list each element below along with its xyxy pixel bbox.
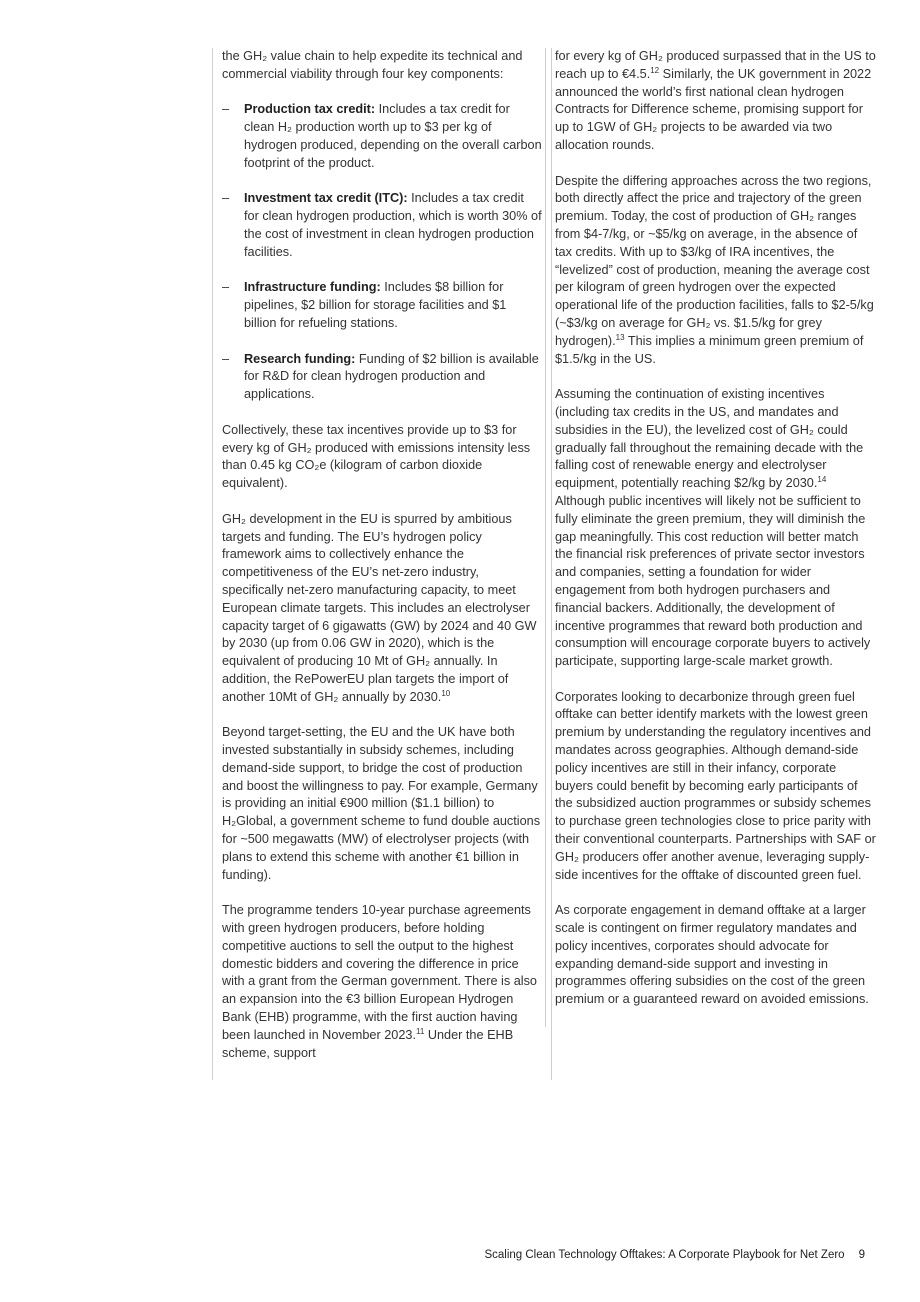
paragraph-continuation xyxy=(555,48,877,155)
paragraph-eu-text: GH₂ development in the EU is spurred by ambitious targets and funding. The EU’s hydrogen policy framework aims to collectively enhance the competitiveness of the EU’s net-zero industry, specifically net-zero manufacturing capacity, to meet European climate targets. This includes an electrolyser capacity target of 6 gigawatts (GW) by 2024 and 40 GW by 2030 (up from 0.06 GW in 2020), which is the equivalent of producing 10 Mt of GH₂ annually. In addition, the RePowerEU plan targets the import of another 10Mt of GH₂ annually by 2030. xyxy=(222,511,537,704)
paragraph-collectively: Collectively, these tax incentives provide up to $3 for every kg of GH₂ produced with emissions intensity less than 0.45 kg CO₂e (kilogram of carbon dioxide equivalent). xyxy=(222,422,531,491)
bullet-text: Includes a tax credit for clean hydrogen production, which is worth 30% of the cost of investment in clean hydrogen production facilities. xyxy=(244,191,542,259)
paragraph-eu xyxy=(222,511,542,707)
bullet-infrastructure-funding xyxy=(222,279,542,332)
bullet-label: Infrastructure funding: xyxy=(244,280,381,295)
paragraph-continuation-text: for every kg of GH₂ produced surpassed that in the US to reach up to €4.5. xyxy=(555,49,876,81)
paragraph-despite-text: Despite the differing approaches across the two regions, both directly affect the price and trajectory of the green premium. Today, the cost of production of GH₂ ranges from $4-7/kg, or ~$5/kg on average, in the absence of tax credits. With up to $3/kg of IRA incentives, the “levelized” cost of production, meaning the average cost per kilogram of green hydrogen over the expected operational life of the production facilities, falls to $2-5/kg (~$3/kg on average for GH₂ vs. $1.5/kg for grey hydrogen). xyxy=(555,173,874,348)
paragraph-despite xyxy=(555,173,877,369)
paragraph-continuation-text-cont: Similarly, the UK government in 2022 announced the world’s first national clean hydrogen Contracts for Difference scheme, promising support for up to 1GW of GH₂ projects to be awarded via two allocation rounds. xyxy=(555,66,872,152)
right-column xyxy=(545,48,886,1027)
paragraph-programme-text: The programme tenders 10-year purchase agreements with green hydrogen producers, before holding competitive auctions to sell the output to the highest domestic bidders and covering the difference in price with a grant from the German government. There is also an expansion into the €3 billion European Hydrogen Bank (EHB) programme, with the first auction having been launched in November 2023. xyxy=(222,903,537,1042)
footnote-ref-11: 11 xyxy=(415,1026,425,1036)
bullet-production-tax-credit xyxy=(222,101,542,172)
footnote-ref-14: 14 xyxy=(817,475,827,485)
footnote-ref-12: 12 xyxy=(650,65,660,75)
paragraph-programme xyxy=(222,902,542,1062)
paragraph-programme-text-cont: Under the EHB scheme, support xyxy=(222,1027,514,1060)
bullet-label: Production tax credit: xyxy=(244,102,376,117)
bullet-research-funding xyxy=(222,351,542,404)
page-number: 9 xyxy=(858,1249,865,1261)
bullet-label: Research funding: xyxy=(244,351,356,366)
bullet-text: Funding of $2 billion is available for R&D for clean hydrogen production and applications. xyxy=(244,351,539,402)
paragraph-assuming xyxy=(555,386,877,671)
footnote-ref-10: 10 xyxy=(441,688,451,698)
paragraph-intro: the GH₂ value chain to help expedite its technical and commercial viability through four key components: xyxy=(222,49,523,81)
bullet-text: Includes a tax credit for clean H₂ production worth up to $3 per kg of hydrogen produced, depending on the overall carbon footprint of the product. xyxy=(244,102,542,170)
dash-marker: – xyxy=(222,102,230,117)
footer-title: Scaling Clean Technology Offtakes: A Corporate Playbook for Net Zero xyxy=(484,1249,845,1261)
dash-marker: – xyxy=(222,351,230,366)
dash-marker: – xyxy=(222,280,230,295)
bullet-investment-tax-credit xyxy=(222,190,542,261)
paragraph-assuming-text: Assuming the continuation of existing incentives (including tax credits in the US, and mandates and subsidies in the EU), the levelized cost of GH₂ could gradually fall throughout the remaining decade with the falling cost of renewable energy and electrolyser equipment, potentially reaching $2/kg by 2030. xyxy=(555,387,864,491)
dash-marker: – xyxy=(222,191,230,206)
paragraph-assuming-text-cont: Although public incentives will likely not be sufficient to fully eliminate the green premium, they will diminish the gap meaningfully. This cost reduction will better match the financial risk preferences of private sector investors and companies, setting a foundation for wider engagement from both hydrogen purchasers and financial backers. Additionally, the development of incentive programmes that reward both production and consumption will encourage corporate buyers to actively participate, supporting large-scale market growth. xyxy=(555,493,871,669)
page-footer xyxy=(484,1247,865,1263)
footnote-ref-13: 13 xyxy=(615,332,625,342)
paragraph-despite-text-cont: This implies a minimum green premium of $1.5/kg in the US. xyxy=(555,333,864,366)
bullet-text: Includes $8 billion for pipelines, $2 billion for storage facilities and $1 billion for refueling stations. xyxy=(244,280,507,330)
paragraph-corporates: Corporates looking to decarbonize through green fuel offtake can better identify markets with the lowest green premium by understanding the regulatory incentives and mandates across geographies. Although demand-side policy incentives are still in their infancy, corporate buyers could benefit by becoming early participants of the subsidized auction programmes or subsidy schemes to purchase green technologies close to price parity with their conventional counterparts. Partnerships with SAF or GH₂ producers offer another avenue, leveraging supply-side incentives for the offtake of discounted green fuel. xyxy=(555,689,876,882)
paragraph-beyond: Beyond target-setting, the EU and the UK have both invested substantially in subsidy schemes, including demand-side support, to bridge the cost of production and boost the willingness to pay. For example, Germany is providing an initial €900 million ($1.1 billion) to H₂Global, a government scheme to fund double auctions for ~500 megawatts (MW) of electrolyser projects (with plans to extend this scheme with another €1 billion in funding). xyxy=(222,725,541,882)
left-column xyxy=(212,48,552,1080)
paragraph-as-corporate: As corporate engagement in demand offtake at a larger scale is contingent on firmer regulatory mandates and policy incentives, corporates should advocate for expanding demand-side support and investing in programmes offering subsidies on the cost of the green premium or a guaranteed reward on avoided emissions. xyxy=(555,903,869,1007)
bullet-label: Investment tax credit (ITC): xyxy=(244,191,408,206)
